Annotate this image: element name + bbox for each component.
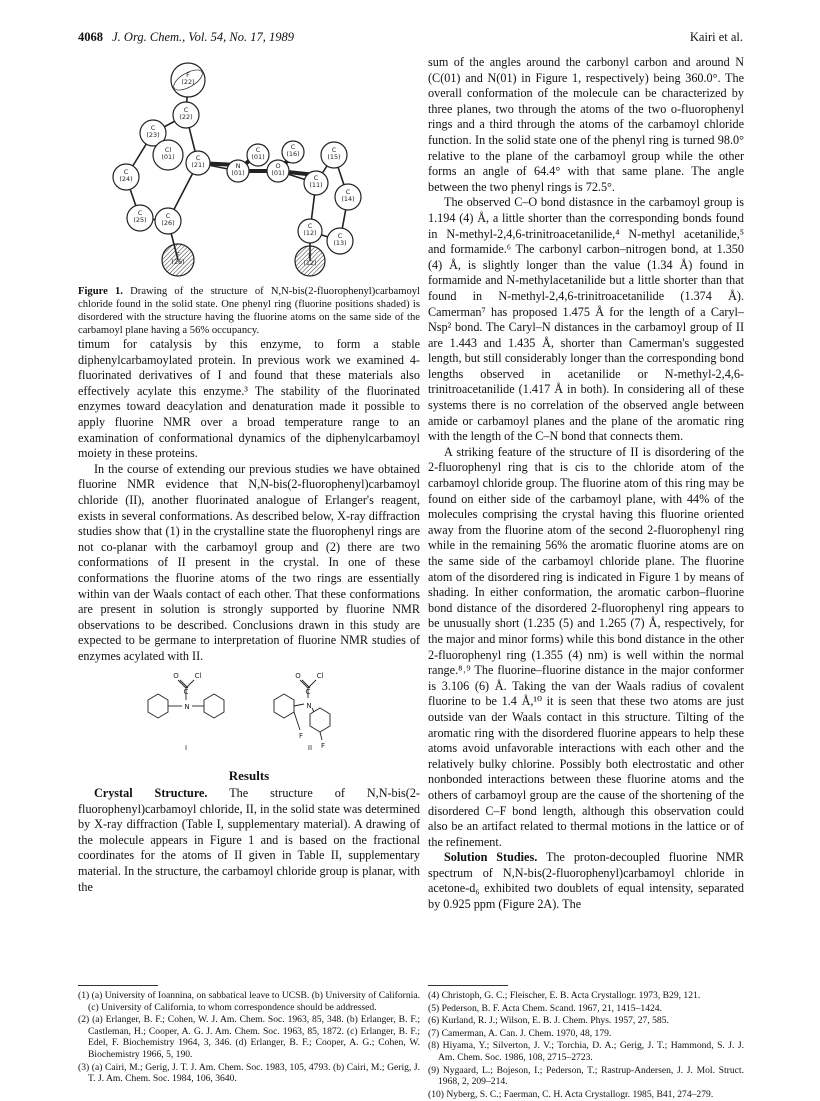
right-column xyxy=(428,55,744,913)
footnote-3: (3) (a) Cairi, M.; Gerig, J. T. J. Am. Chem. Soc. 1983, 105, 4793. (b) Cairi, M.; Gerig, J. T. J. Am. Chem. Soc. 1984, 106, 3640. xyxy=(78,1061,420,1085)
structure-i-chlorine: Cl xyxy=(194,672,202,681)
crystal-structure-paragraph xyxy=(78,786,420,895)
footnote-8: (8) Hiyama, Y.; Silverton, J. V.; Torchia, D. A.; Gerig, J. T.; Hammond, S. J. J. Am. Chem. Soc. 1986, 108, 2715–2723. xyxy=(428,1040,744,1063)
atom-label-f12: F (12) xyxy=(303,252,317,267)
atom-label-f26: F (26) xyxy=(171,251,185,266)
atom-label-n01: N (01) xyxy=(231,162,245,177)
structure-ii-oxygen: O xyxy=(295,672,301,681)
crystal-structure-text: The structure of N,N-bis(2-fluorophenyl)carbamoyl chloride, II, in the solid state was determined by X-ray diffraction (Table I, supplementary material). A drawing of the molecule appears in Figure 1 and is based on the fractional coordinates for the atoms of II given in Table II, supplementary material. In the structure, the carbamoyl chloride group is planar, with the xyxy=(78,786,420,894)
atom-label-c23: C (23) xyxy=(146,124,160,139)
atom-label-c22: C (22) xyxy=(179,106,193,121)
page-number: 4068 xyxy=(78,30,103,44)
right-paragraph-1: sum of the angles around the carbonyl carbon and around N (C(01) and N(01) in Figure 1, respectively) being 360.0°. The overall conformation of the molecule can be characterized by three planes, two through the atoms of the two o-fluorophenyl rings and a third through the atoms of the carbamoyl chloride function. In the solid state one of the phenyl ring is turned 98.0° relative to the plane of the carbamoyl group while the other forms an angle of 64.4° with that same plane. The angle between the two phenyl rings is 72.5°. xyxy=(428,55,744,194)
running-head-authors: Kairi et al. xyxy=(689,30,743,44)
ortep-drawing xyxy=(78,55,420,283)
structure-i-ring-right xyxy=(204,694,224,718)
atom-label-c14: C (14) xyxy=(341,188,355,203)
atom-label-c21: C (21) xyxy=(191,154,205,169)
footnote-9: (9) Nygaard, L.; Bojeson, I.; Pederson, T.; Rastrup-Andersen, J. J. Mol. Struct. 1968, 2, 209–214. xyxy=(428,1064,744,1088)
solution-studies-paragraph xyxy=(428,850,744,912)
atom-label-c24: C (24) xyxy=(119,168,133,183)
atom-label-c15: C (15) xyxy=(327,146,341,161)
structure-ii-nitrogen: N xyxy=(306,702,312,711)
structure-ii-carbon: C xyxy=(305,688,311,697)
chemical-structures xyxy=(78,668,420,764)
structure-ii-ring-right xyxy=(310,708,330,732)
atom-label-o01: O (01) xyxy=(271,162,285,177)
right-paragraph-3: A striking feature of the structure of II is disordering of the 2-fluorophenyl ring that is cis to the chloride atom of the carbamoyl chloride group. The fluorine atom of this ring may be found on either side of the carbamoyl plane, with 44% of the molecules comprising the crystal having this fluorine oriented away from the fluorine atom of the second 2-fluorophenyl ring while in the remaining 56% the aromatic fluorine atoms are on the same side of the carbamoyl chloride plane. The fluorine atom of the disordered ring is indicated in Figure 1 by means of shading. In either conformation, the aromatic carbon–fluorine bond distance of the disordered 2-fluorophenyl ring appears to be unusually short (1.235 (5) and 1.265 (7) Å, respectively, for the major and minor forms) while this bond distance in the other 2-fluorophenyl ring (1.355 (4) nm) is well within the normal range.⁸˒⁹ The fluorine–fluorine distance in the major conformer is 3.106 (6) Å. Taking the van der Waals radius of covalent fluorine to be 1.4 Å,¹⁰ it is seen that these two atoms are just outside van der Waals contact in this structure. Tilting of the aromatic ring with the disordered fluorine appears to help these atoms avoid unfavorable interactions with each other and the relatively bulky chlorine. Possibly both electrostatic and other nonbonded interactions between these fluorine atoms and the others of carbamoyl group are the cause of the shortening of the disordered C–F bond length, although this observation could also be an artifact related to thermal motions in the lattice or of the refinement. xyxy=(428,444,744,849)
structures-drawing xyxy=(78,668,420,764)
structure-ii-ring-left xyxy=(274,694,294,718)
structure-i-oxygen: O xyxy=(173,672,179,681)
figure-1-ortep xyxy=(78,55,420,283)
atom-label-cl01: Cl (01) xyxy=(161,146,175,161)
footnote-10: (10) Nyberg, S. C.; Faerman, C. H. Acta Crystallogr. 1985, B41, 274–279. xyxy=(428,1088,714,1100)
left-column xyxy=(78,55,420,895)
structure-i-nitrogen: N xyxy=(184,703,190,712)
atom-label-c01: C (01) xyxy=(251,146,265,161)
caption-label: Figure 1. xyxy=(78,286,123,297)
footnotes-left xyxy=(78,990,420,1086)
left-paragraph-2: In the course of extending our previous studies we have obtained fluorine NMR evidence that N,N-bis(2-fluorophenyl)carbamoyl chloride (II), another fluorinated analogue of Erlanger's reagent, exists in several conformations. As described below, X-ray diffraction studies show that (1) in the crystalline state the fluorophenyl rings are not co-planar with the carbamoyl group and (2) there are two conformations of II present in the crystal. In one of these conformations the fluorine atoms of the two rings are essentially within van der Waals contact of each other. That these conformations are present in solution is strongly supported by fluorine NMR observations to be described. Conclusions drawn in this study are expected to be germane to interpretation of fluorine NMR studies of enzymes acylated with II. xyxy=(78,461,420,663)
atom-label-c11: C (11) xyxy=(309,174,323,189)
results-heading: Results xyxy=(228,768,270,784)
footnote-rule-left xyxy=(78,985,158,986)
structure-ii-fluorine-b: F xyxy=(320,742,326,751)
atom-label-c13: C (13) xyxy=(333,232,347,247)
structure-ii-fluorine-a: F xyxy=(298,732,304,741)
structure-i-ring-left xyxy=(148,694,168,718)
running-head xyxy=(78,30,743,46)
atom-label-c12: C (12) xyxy=(303,222,317,237)
atom-label-c25: C (25) xyxy=(133,209,147,224)
figure-1-caption xyxy=(78,285,420,337)
structure-i-carbon: C xyxy=(183,688,189,697)
caption-text: Drawing of the structure of N,N-bis(2-fluorophenyl)carbamoyl chloride found in the solid state. One phenyl ring (fluorine positions shaded) is disordered with the structure having the fluorine atoms on the same side of the carbamoyl plane having a 56% occupancy. xyxy=(78,286,420,336)
left-paragraph-1: timum for catalysis by this enzyme, to form a stable diphenylcarbamoylated protein. In previous work we examined 4-fluorinated derivatives of I and found that these materials also effectively acylate this enzyme.³ The stability of the fluorinated enzymes toward deacylation and denaturation made it possible to apply fluorine NMR over a broad temperature range to an examination of conformational dynamics of the diphenylcarbamoyl moiety in these proteins. xyxy=(78,337,420,461)
right-paragraph-2: The observed C–O bond distasnce in the carbamoyl group is 1.194 (4) Å, a little shorter than the corresponding bonds found in N-methyl-2,4,6-trinitroacetanilide,⁴ N-methyl acetanilide,⁵ and formamide.⁶ The carbonyl carbon–nitrogen bond, at 1.350 (4) Å, is slightly longer than the value (1.34 Å) found in formamide and N-methylacetanilide but a little shorter than that found in N-methyl-2,4,6-trinitroacetanilide (1.374 Å). Camerman⁷ has proposed 1.475 Å for the length of a Caryl–Nsp² bond. The Caryl–N distances in the carbamoyl group of II are 1.443 and 1.435 Å, shorter than Camerman's suggested length, but still considerably longer than the corresponding bond lengths observed in acetanilide or N-methyl-2,4,6-trinitroacetanilide (1.417 Å in both). In considering all of these systems there is no correlation of the observed angle between amide or carbamoyl planes and the plane of the aromatic ring with the length of the C–N bond that connects them. xyxy=(428,195,744,444)
solution-studies-runin: Solution Studies. xyxy=(444,850,538,865)
journal-citation: J. Org. Chem., Vol. 54, No. 17, 1989 xyxy=(112,30,294,44)
atom-label-c26: C (26) xyxy=(161,212,175,227)
footnote-1: (1) (a) University of Ioannina, on sabbatical leave to UCSB. (b) University of California. (c) University of California, to whom correspondence should be addressed. xyxy=(78,990,420,1013)
footnote-5: (5) Pederson, B. F. Acta Chem. Scand. 1967, 21, 1415–1424. xyxy=(428,1002,662,1014)
footnote-6: (6) Kurland, R. J.; Wilson, E. B. J. Chem. Phys. 1957, 27, 585. xyxy=(428,1015,669,1027)
atom-label-c16: C (16) xyxy=(286,143,300,158)
structure-ii-label: II xyxy=(307,744,313,753)
footnote-2: (2) (a) Erlanger, B. F.; Cohen, W. J. Am. Chem. Soc. 1963, 85, 348. (b) Erlanger, B. F.; Castleman, H.; Cooper, A. G. J. Am. Chem. Soc. 1963, 85, 1872. (c) Erlanger, B. F.; Edel, F. Biochemistry 1964, 3, 346. (d) Erlanger, B. F.; Cooper, A. G.; Cohen, W. Biochemistry 1966, 5, 190. xyxy=(78,1014,420,1060)
footnote-4: (4) Christoph, G. C.; Fleischer, E. B. Acta Crystallogr. 1973, B29, 121. xyxy=(428,990,701,1001)
footnote-7: (7) Camerman, A. Can. J. Chem. 1970, 48, 179. xyxy=(428,1027,612,1039)
structure-i-label: I xyxy=(184,744,188,753)
running-head-left xyxy=(78,30,294,45)
solution-studies-text: The proton-decoupled fluorine NMR spectrum of N,N-bis(2-fluorophenyl)carbamoyl chloride in acetone-d₆ exhibited two doublets of equal intensity, separated by 0.925 ppm (Figure 2A). The xyxy=(428,850,744,912)
footnotes-right xyxy=(428,990,744,1101)
footnote-rule-right xyxy=(428,985,508,986)
atom-label-f22: F (22) xyxy=(181,71,195,86)
structure-ii-chlorine: Cl xyxy=(316,672,324,681)
crystal-structure-runin: Crystal Structure. xyxy=(94,786,208,801)
